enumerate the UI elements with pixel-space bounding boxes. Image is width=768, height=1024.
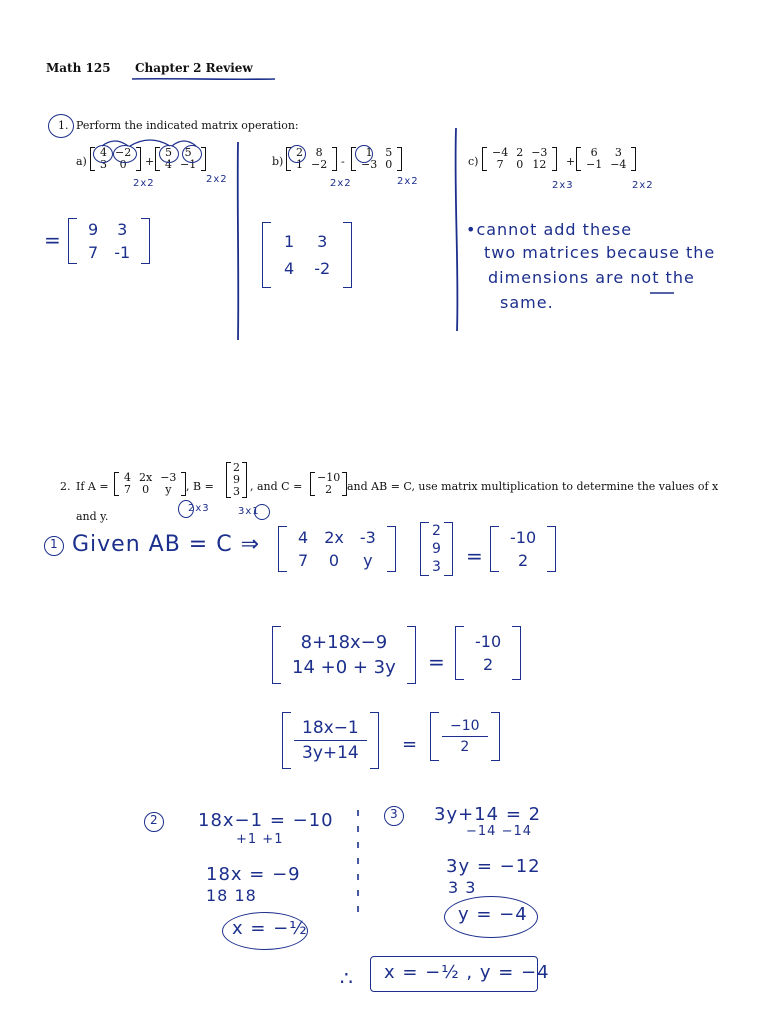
circle-mark	[355, 145, 373, 163]
x-step-1: 18x−1 = −10	[198, 810, 334, 831]
part-b-dim-1: 2x2	[330, 178, 352, 189]
work-matrix-c: -10 2	[490, 526, 556, 572]
part-b-label: b)	[272, 155, 284, 168]
title-underline	[130, 76, 280, 82]
part-c-answer-line-3: dimensions are not the	[488, 268, 695, 287]
part-a-matrix-2: 5 5 4 −1	[155, 147, 206, 171]
question-2-rest: and AB = C, use matrix multiplication to determine the values of x	[347, 480, 719, 493]
product-matrix: 8+18x−9 14 +0 + 3y	[272, 626, 416, 684]
part-a-dim-2: 2x2	[206, 174, 228, 185]
simplified-matrix: 18x−1 3y+14	[282, 712, 379, 769]
x-step-3: 18x = −9	[206, 864, 301, 885]
part-a-matrix-1: 4 −2 3 0	[90, 147, 141, 171]
y-step-4: 3 3	[448, 878, 477, 897]
part-c-answer-line-1: •cannot add these	[466, 220, 633, 239]
rhs-matrix-3: −10 2	[430, 712, 500, 761]
y-result: y = −4	[458, 904, 528, 925]
part-c-answer-line-2: two matrices because the	[484, 243, 716, 262]
part-b-matrix-2: 1 5 −3 0	[351, 147, 402, 171]
work-divider	[354, 808, 362, 918]
matrix-a: 4 2x −3 7 0 y	[114, 472, 186, 496]
part-c-dim-1: 2x3	[552, 180, 574, 191]
circle-mark	[288, 145, 306, 163]
part-b-matrix-1: 2 8 1 −2	[286, 147, 337, 171]
part-b-operator: -	[341, 155, 345, 168]
rhs-matrix-2: -10 2	[455, 626, 521, 680]
equals-sign: =	[428, 650, 446, 674]
part-c-matrix-1: −4 2 −3 7 0 12	[482, 147, 557, 171]
y-step-1: 3y+14 = 2	[434, 804, 542, 825]
x-step-2: +1 +1	[236, 832, 284, 847]
equals-sign: =	[466, 544, 484, 568]
question-2-b: , B =	[186, 480, 214, 493]
question-1-number: 1.	[58, 119, 69, 132]
part-c-label: c)	[468, 155, 479, 168]
arc-marks	[100, 136, 200, 148]
part-b-dim-2: 2x2	[397, 176, 419, 187]
part-a-operator: +	[145, 155, 155, 168]
dim-a: 2x3	[188, 503, 210, 514]
part-a-answer-matrix: 9 3 7 -1	[68, 218, 150, 264]
equals-sign: =	[402, 734, 419, 755]
step-3-marker: 3	[390, 807, 399, 821]
matrix-c: −10 2	[310, 472, 347, 496]
therefore-symbol: ∴	[340, 966, 354, 990]
work-matrix-b: 2 9 3	[420, 522, 453, 576]
question-2-number: 2.	[60, 480, 71, 493]
part-c-answer-line-4: same.	[500, 293, 554, 312]
given-text: Given AB = C ⇒	[72, 532, 261, 557]
column-divider-2	[450, 126, 462, 336]
x-step-4: 18 18	[206, 886, 257, 905]
dim-b: 3x1	[238, 506, 260, 517]
step-2-marker: 2	[150, 813, 159, 827]
part-a-dim-1: 2x2	[133, 178, 155, 189]
part-c-dim-2: 2x2	[632, 180, 654, 191]
course-title: Math 125	[46, 61, 111, 75]
matrix-b: 2 9 3	[226, 462, 247, 498]
question-2-end: and y.	[76, 510, 109, 523]
y-step-2: −14 −14	[466, 824, 533, 839]
work-matrix-a: 4 2x -3 7 0 y	[278, 526, 396, 572]
final-answer: x = −½ , y = −4	[384, 962, 550, 983]
question-2-if: If A =	[76, 480, 109, 493]
chapter-title: Chapter 2 Review	[135, 61, 253, 75]
question-2-c: , and C =	[250, 480, 303, 493]
question-1-prompt: Perform the indicated matrix operation:	[76, 119, 299, 132]
not-underline	[648, 290, 678, 296]
column-divider-1	[232, 140, 244, 345]
part-a-label: a)	[76, 155, 87, 168]
x-result: x = −½	[232, 918, 308, 939]
part-b-answer-matrix: 1 3 4 -2	[262, 222, 352, 288]
part-c-operator: +	[566, 155, 576, 168]
part-a-equals: =	[44, 228, 62, 252]
step-1-marker: 1	[50, 537, 59, 551]
part-c-matrix-2: 6 3 −1 −4	[576, 147, 636, 171]
y-step-3: 3y = −12	[446, 856, 541, 877]
